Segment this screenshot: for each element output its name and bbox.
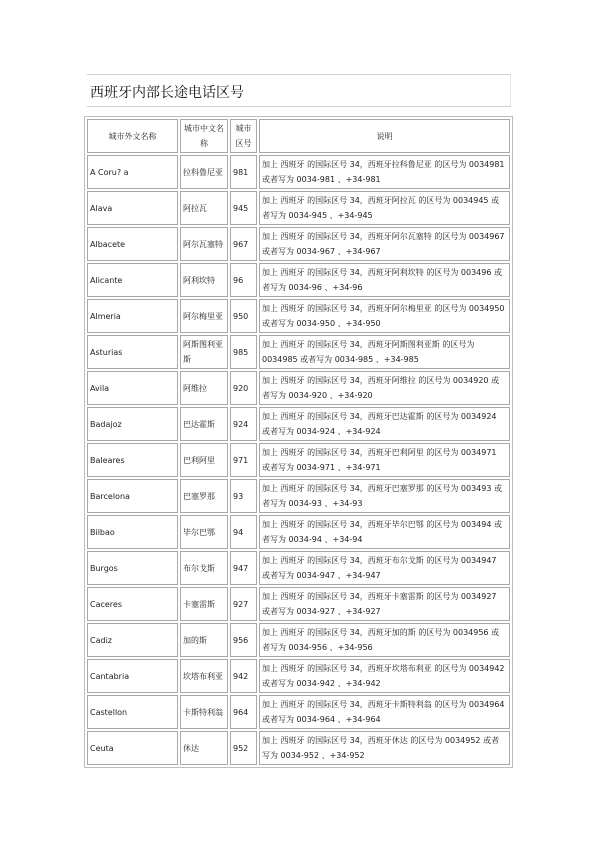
cell-chinese-name: 巴达霍斯 <box>180 407 228 441</box>
cell-foreign-name: Cantabria <box>87 659 178 693</box>
cell-foreign-name: Alava <box>87 191 178 225</box>
table-row <box>87 551 510 585</box>
cell-chinese-name: 阿维拉 <box>180 371 228 405</box>
header-area-code: 城市区号 <box>230 119 257 153</box>
table-row <box>87 479 510 513</box>
cell-foreign-name: Barcelona <box>87 479 178 513</box>
table-row <box>87 371 510 405</box>
cell-chinese-name: 拉科鲁尼亚 <box>180 155 228 189</box>
cell-description: 加上 西班牙 的国际区号 34，西班牙阿利坎特 的区号为 003496 或者写为 0034-96 、+34-96 <box>259 263 510 297</box>
cell-foreign-name: Cadiz <box>87 623 178 657</box>
table-row <box>87 155 510 189</box>
cell-chinese-name: 巴利阿里 <box>180 443 228 477</box>
cell-description: 加上 西班牙 的国际区号 34，西班牙坎塔布利亚 的区号为 0034942 或者写为 0034-942 、+34-942 <box>259 659 510 693</box>
cell-description: 加上 西班牙 的国际区号 34，西班牙卡斯特利翁 的区号为 0034964 或者写为 0034-964 、+34-964 <box>259 695 510 729</box>
cell-area-code: 942 <box>230 659 257 693</box>
table-row <box>87 407 510 441</box>
cell-description: 加上 西班牙 的国际区号 34，西班牙巴利阿里 的区号为 0034971 或者写为 0034-971 、+34-971 <box>259 443 510 477</box>
cell-foreign-name: Caceres <box>87 587 178 621</box>
cell-area-code: 967 <box>230 227 257 261</box>
cell-area-code: 945 <box>230 191 257 225</box>
cell-foreign-name: A Coru? a <box>87 155 178 189</box>
page-title: 西班牙内部长途电话区号 <box>90 85 244 101</box>
cell-description: 加上 西班牙 的国际区号 34，西班牙卡塞雷斯 的区号为 0034927 或者写为 0034-927 、+34-927 <box>259 587 510 621</box>
cell-description: 加上 西班牙 的国际区号 34，西班牙拉科鲁尼亚 的区号为 0034981 或者写为 0034-981 、+34-981 <box>259 155 510 189</box>
table-row <box>87 263 510 297</box>
cell-description: 加上 西班牙 的国际区号 34，西班牙阿斯图利亚斯 的区号为 0034985 或者写为 0034-985 、+34-985 <box>259 335 510 369</box>
table-row <box>87 335 510 369</box>
cell-area-code: 920 <box>230 371 257 405</box>
header-description: 说明 <box>259 119 510 153</box>
cell-chinese-name: 加的斯 <box>180 623 228 657</box>
table-row <box>87 659 510 693</box>
cell-description: 加上 西班牙 的国际区号 34，西班牙阿尔梅里亚 的区号为 0034950 或者写为 0034-950 、+34-950 <box>259 299 510 333</box>
table-row <box>87 587 510 621</box>
table-row <box>87 191 510 225</box>
cell-chinese-name: 阿利坎特 <box>180 263 228 297</box>
cell-foreign-name: Badajoz <box>87 407 178 441</box>
cell-chinese-name: 休达 <box>180 731 228 765</box>
cell-foreign-name: Bilbao <box>87 515 178 549</box>
cell-chinese-name: 卡斯特利翁 <box>180 695 228 729</box>
cell-area-code: 94 <box>230 515 257 549</box>
table-row <box>87 227 510 261</box>
table-header-row <box>87 119 510 153</box>
cell-description: 加上 西班牙 的国际区号 34，西班牙布尔戈斯 的区号为 0034947 或者写为 0034-947 、+34-947 <box>259 551 510 585</box>
cell-foreign-name: Baleares <box>87 443 178 477</box>
cell-area-code: 956 <box>230 623 257 657</box>
cell-chinese-name: 阿尔瓦塞特 <box>180 227 228 261</box>
title-box <box>87 74 511 107</box>
cell-area-code: 927 <box>230 587 257 621</box>
cell-foreign-name: Asturias <box>87 335 178 369</box>
area-code-table <box>84 116 513 768</box>
cell-foreign-name: Albacete <box>87 227 178 261</box>
cell-area-code: 96 <box>230 263 257 297</box>
table-row <box>87 731 510 765</box>
cell-chinese-name: 坎塔布利亚 <box>180 659 228 693</box>
cell-description: 加上 西班牙 的国际区号 34，西班牙巴达霍斯 的区号为 0034924 或者写为 0034-924 、+34-924 <box>259 407 510 441</box>
header-chinese-name: 城市中文名称 <box>180 119 228 153</box>
cell-area-code: 985 <box>230 335 257 369</box>
header-foreign-name: 城市外文名称 <box>87 119 178 153</box>
cell-foreign-name: Ceuta <box>87 731 178 765</box>
cell-area-code: 93 <box>230 479 257 513</box>
table-row <box>87 299 510 333</box>
cell-area-code: 950 <box>230 299 257 333</box>
cell-description: 加上 西班牙 的国际区号 34，西班牙巴塞罗那 的区号为 003493 或者写为 0034-93 、+34-93 <box>259 479 510 513</box>
table-row <box>87 623 510 657</box>
table-row <box>87 443 510 477</box>
cell-chinese-name: 阿拉瓦 <box>180 191 228 225</box>
cell-foreign-name: Almeria <box>87 299 178 333</box>
cell-chinese-name: 阿斯图利亚斯 <box>180 335 228 369</box>
cell-description: 加上 西班牙 的国际区号 34，西班牙加的斯 的区号为 0034956 或者写为 0034-956 、+34-956 <box>259 623 510 657</box>
cell-description: 加上 西班牙 的国际区号 34，西班牙阿拉瓦 的区号为 0034945 或者写为 0034-945 、+34-945 <box>259 191 510 225</box>
cell-chinese-name: 卡塞雷斯 <box>180 587 228 621</box>
cell-area-code: 971 <box>230 443 257 477</box>
cell-foreign-name: Castellon <box>87 695 178 729</box>
cell-description: 加上 西班牙 的国际区号 34，西班牙阿尔瓦塞特 的区号为 0034967 或者写为 0034-967 、+34-967 <box>259 227 510 261</box>
cell-chinese-name: 毕尔巴鄂 <box>180 515 228 549</box>
cell-area-code: 924 <box>230 407 257 441</box>
cell-area-code: 964 <box>230 695 257 729</box>
cell-area-code: 981 <box>230 155 257 189</box>
table-row <box>87 515 510 549</box>
cell-chinese-name: 布尔戈斯 <box>180 551 228 585</box>
cell-description: 加上 西班牙 的国际区号 34，西班牙阿维拉 的区号为 0034920 或者写为 0034-920 、+34-920 <box>259 371 510 405</box>
cell-description: 加上 西班牙 的国际区号 34，西班牙毕尔巴鄂 的区号为 003494 或者写为 0034-94 、+34-94 <box>259 515 510 549</box>
cell-description: 加上 西班牙 的国际区号 34，西班牙休达 的区号为 0034952 或者写为 0034-952 、+34-952 <box>259 731 510 765</box>
table-row <box>87 695 510 729</box>
cell-chinese-name: 巴塞罗那 <box>180 479 228 513</box>
cell-chinese-name: 阿尔梅里亚 <box>180 299 228 333</box>
cell-foreign-name: Burgos <box>87 551 178 585</box>
cell-foreign-name: Alicante <box>87 263 178 297</box>
cell-area-code: 947 <box>230 551 257 585</box>
cell-area-code: 952 <box>230 731 257 765</box>
cell-foreign-name: Avila <box>87 371 178 405</box>
